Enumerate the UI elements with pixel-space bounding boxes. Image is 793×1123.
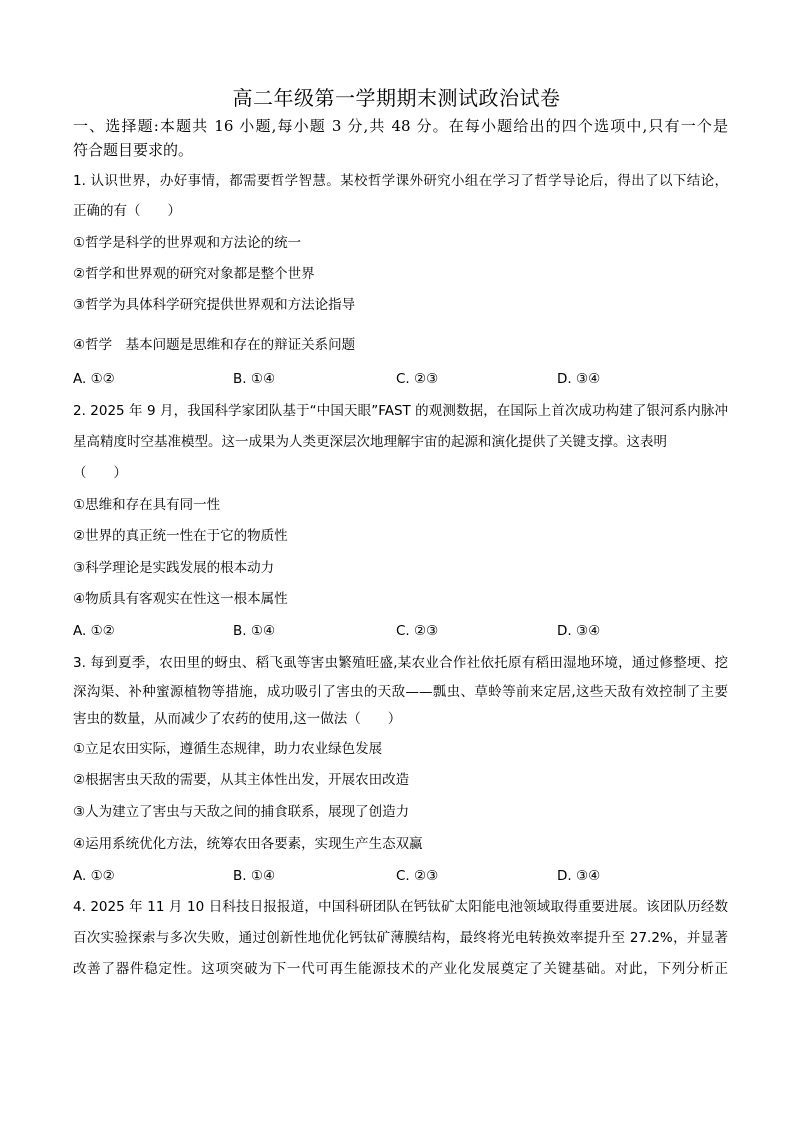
q3-item-1: ①立足农田实际，遵循生态规律，助力农业绿色发展 [73, 741, 383, 757]
q3-option-b[interactable]: B. ①④ [233, 868, 276, 884]
q1-item-3: ③哲学为具体科学研究提供世界观和方法论指导 [73, 297, 356, 313]
q1-option-a[interactable]: A. ①② [73, 371, 115, 387]
q1-stem-line-2: 正确的有（ ） [73, 203, 181, 219]
q2-option-b[interactable]: B. ①④ [233, 623, 276, 639]
section-header-line-2: 符合题目要求的。 [73, 141, 194, 159]
q1-option-b[interactable]: B. ①④ [233, 371, 276, 387]
q3-item-4: ④运用系统优化方法，统筹农田各要素，实现生产生态双赢 [73, 836, 423, 852]
q2-stem-line-3: （ ） [73, 465, 127, 481]
q3-stem-line-2: 深沟渠、补种蜜源植物等措施，成功吸引了害虫的天敌——瓢虫、草蛉等前来定居,这些天敌有效控制了主要 [73, 684, 728, 700]
q3-item-2: ②根据害虫天敌的需要，从其主体性出发，开展农田改造 [73, 772, 410, 788]
q2-item-4: ④物质具有客观实在性这一根本属性 [73, 591, 288, 607]
q2-item-1: ①思维和存在具有同一性 [73, 497, 221, 513]
q4-stem-line-2: 百次实验探索与多次失败，通过创新性地优化钙钛矿薄膜结构，最终将光电转换效率提升至 27.2%，并显著 [73, 930, 728, 946]
q3-option-a[interactable]: A. ①② [73, 868, 115, 884]
q2-item-3: ③科学理论是实践发展的根本动力 [73, 560, 275, 576]
q1-option-c[interactable]: C. ②③ [396, 371, 439, 387]
q4-stem-line-1: 4. 2025 年 11 月 10 日科技日报报道，中国科研团队在钙钛矿太阳能电池领域取得重要进展。该团队历经数 [73, 899, 728, 915]
q4-stem-line-3: 改善了器件稳定性。这项突破为下一代可再生能源技术的产业化发展奠定了关键基础。对此，下列分析正 [73, 961, 728, 977]
q2-stem-line-1: 2. 2025 年 9 月，我国科学家团队基于“中国天眼”FAST 的观测数据，在国际上首次成功构建了银河系内脉冲 [73, 403, 728, 419]
q2-option-a[interactable]: A. ①② [73, 623, 115, 639]
page-title: 高二年级第一学期期末测试政治试卷 [232, 86, 561, 110]
q3-option-d[interactable]: D. ③④ [557, 868, 601, 884]
q2-option-d[interactable]: D. ③④ [557, 623, 601, 639]
q1-item-4: ④哲学 基本问题是思维和存在的辩证关系问题 [73, 337, 356, 353]
q1-item-2: ②哲学和世界观的研究对象都是整个世界 [73, 266, 315, 282]
q3-stem-line-1: 3. 每到夏季，农田里的蚜虫、稻飞虱等害虫繁殖旺盛,某农业合作社依托原有稻田湿地环境，通过修整埂、挖 [73, 655, 728, 671]
q2-item-2: ②世界的真正统一性在于它的物质性 [73, 528, 288, 544]
q1-stem-line-1: 1. 认识世界，办好事情，都需要哲学智慧。某校哲学课外研究小组在学习了哲学导论后，得出了以下结论， [73, 173, 728, 189]
q1-option-d[interactable]: D. ③④ [557, 371, 601, 387]
section-header-line-1: 一、选择题:本题共 16 小题,每小题 3 分,共 48 分。在每小题给出的四个选项中,只有一个是 [73, 117, 728, 135]
q2-stem-line-2: 星高精度时空基准模型。这一成果为人类更深层次地理解宇宙的起源和演化提供了关键支撑。这表明 [73, 434, 667, 450]
q1-item-1: ①哲学是科学的世界观和方法论的统一 [73, 235, 302, 251]
q2-option-c[interactable]: C. ②③ [396, 623, 439, 639]
q3-stem-line-3: 害虫的数量，从而减少了农药的使用,这一做法（ ） [73, 711, 402, 727]
q3-item-3: ③人为建立了害虫与天敌之间的捕食联系，展现了创造力 [73, 804, 410, 820]
q3-option-c[interactable]: C. ②③ [396, 868, 439, 884]
